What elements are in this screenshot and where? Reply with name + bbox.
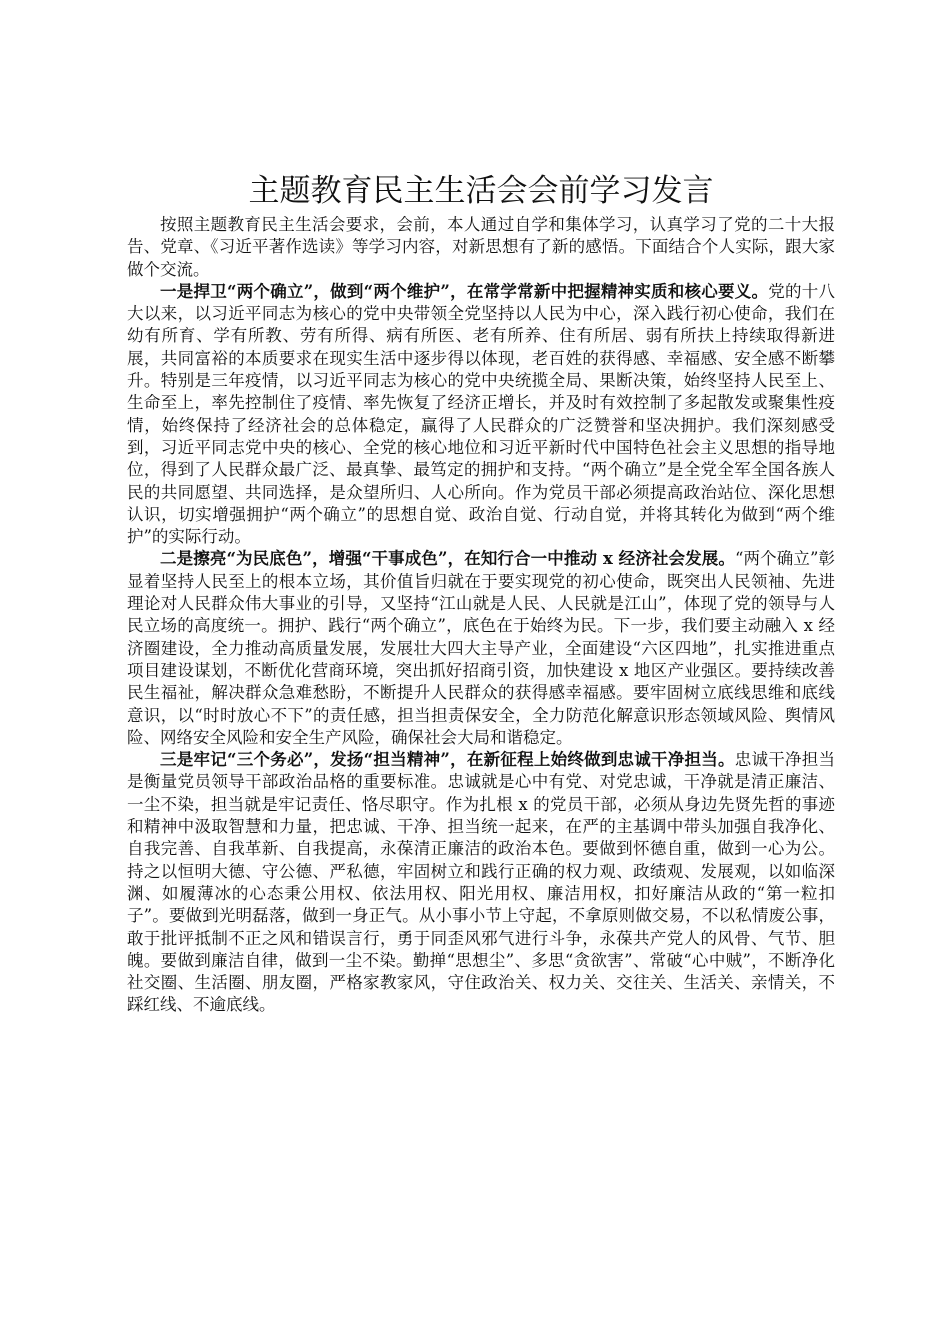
section-paragraph-1 <box>127 281 835 549</box>
section-paragraph-2 <box>127 548 835 749</box>
intro-paragraph: 按照主题教育民主生活会要求，会前，本人通过自学和集体学习，认真学习了党的二十大报告、党章、《习近平著作选读》等学习内容，对新思想有了新的感悟。下面结合个人实际，跟大家做个交流。 <box>127 215 835 279</box>
section-lead-1: 一是捍卫“两个确立”，做到“两个维护”，在常学常新中把握精神实质和核心要义。 <box>160 281 769 301</box>
document-title: 主题教育民主生活会会前学习发言 <box>248 173 714 209</box>
document-page <box>127 172 835 1017</box>
section-lead-2: 二是擦亮“为民底色”，增强“干事成色”，在知行合一中推动 x 经济社会发展。 <box>160 549 735 569</box>
section-body-3: 忠诚干净担当是衡量党员领导干部政治品格的重要标准。忠诚就是心中有党、对党忠诚，干净就是清正廉洁、一尘不染，担当就是牢记责任、恪尽职守。作为扎根 x 的党员干部，必须从身边先贤先哲的事迹和精神中汲取智慧和力量，把忠诚、干净、担当统一起来，在严的主基调中带头加强自我净化、自我完善、自我革新、自我提高，永葆清正廉洁的政治本色。要做到怀德自重，做到一心为公。持之以恒明大德、守公德、严私德，牢固树立和践行正确的权力观、政绩观、发展观，以如临深渊、如履薄冰的心态秉公用权、依法用权、阳光用权、廉洁用权，扣好廉洁从政的“第一粒扣子”。要做到光明磊落，做到一身正气。从小事小节上守起，不拿原则做交易，不以私情废公事，敢于批评抵制不正之风和错误言行，勇于同歪风邪气进行斗争，永葆共产党人的风骨、气节、胆魄。要做到廉洁自律，做到一尘不染。勤掸“思想尘”、多思“贪欲害”、常破“心中贼”，不断净化社交圈、生活圈、朋友圈，严格家教家风，守住政治关、权力关、交往关、生活关、亲情关，不踩红线、不逾底线。 <box>127 750 836 1015</box>
section-paragraph-3 <box>127 749 835 1017</box>
section-body-2: “两个确立”彰显着坚持人民至上的根本立场，其价值旨归就在于要实现党的初心使命，既突出人民领袖、先进理论对人民群众伟大事业的引导，又坚持“江山就是人民、人民就是江山”，体现了党的领导与人民立场的高度统一。拥护、践行“两个确立”，底色在于始终为民。下一步，我们要主动融入 x 经济圈建设，全力推动高质量发展，发展壮大四大主导产业，全面建设“六区四地”，扎实推进重点项目建设谋划，不断优化营商环境，突出抓好招商引资，加快建设 x 地区产业强区。要持续改善民生福祉，解决群众急难愁盼，不断提升人民群众的获得感幸福感。要牢固树立底线思维和底线意识，以“时时放心不下”的责任感，担当担责保安全，全力防范化解意识形态领域风险、舆情风险、网络安全风险和安全生产风险，确保社会大局和谐稳定。 <box>127 549 835 747</box>
section-lead-3: 三是牢记“三个务必”，发扬“担当精神”，在新征程上始终做到忠诚干净担当。 <box>160 750 735 770</box>
section-body-1: 党的十八大以来，以习近平同志为核心的党中央带领全党坚持以人民为中心，深入践行初心使命，我们在幼有所育、学有所教、劳有所得、病有所医、老有所养、住有所居、弱有所扶上持续取得新进展，共同富裕的本质要求在现实生活中逐步得以体现，老百姓的获得感、幸福感、安全感不断攀升。特别是三年疫情，以习近平同志为核心的党中央统揽全局、果断决策，始终坚持人民至上、生命至上，率先控制住了疫情、率先恢复了经济正增长，并及时有效控制了多起散发或聚集性疫情，始终保持了经济社会的总体稳定，赢得了人民群众的广泛赞誉和坚决拥护。我们深刻感受到，习近平同志党中央的核心、全党的核心地位和习近平新时代中国特色社会主义思想的指导地位，得到了人民群众最广泛、最真挚、最笃定的拥护和支持。“两个确立”是全党全军全国各族人民的共同愿望、共同选择，是众望所归、人心所向。作为党员干部必须提高政治站位、深化思想认识，切实增强拥护“两个确立”的思想自觉、政治自觉、行动自觉，并将其转化为做到“两个维护”的实际行动。 <box>127 281 835 547</box>
